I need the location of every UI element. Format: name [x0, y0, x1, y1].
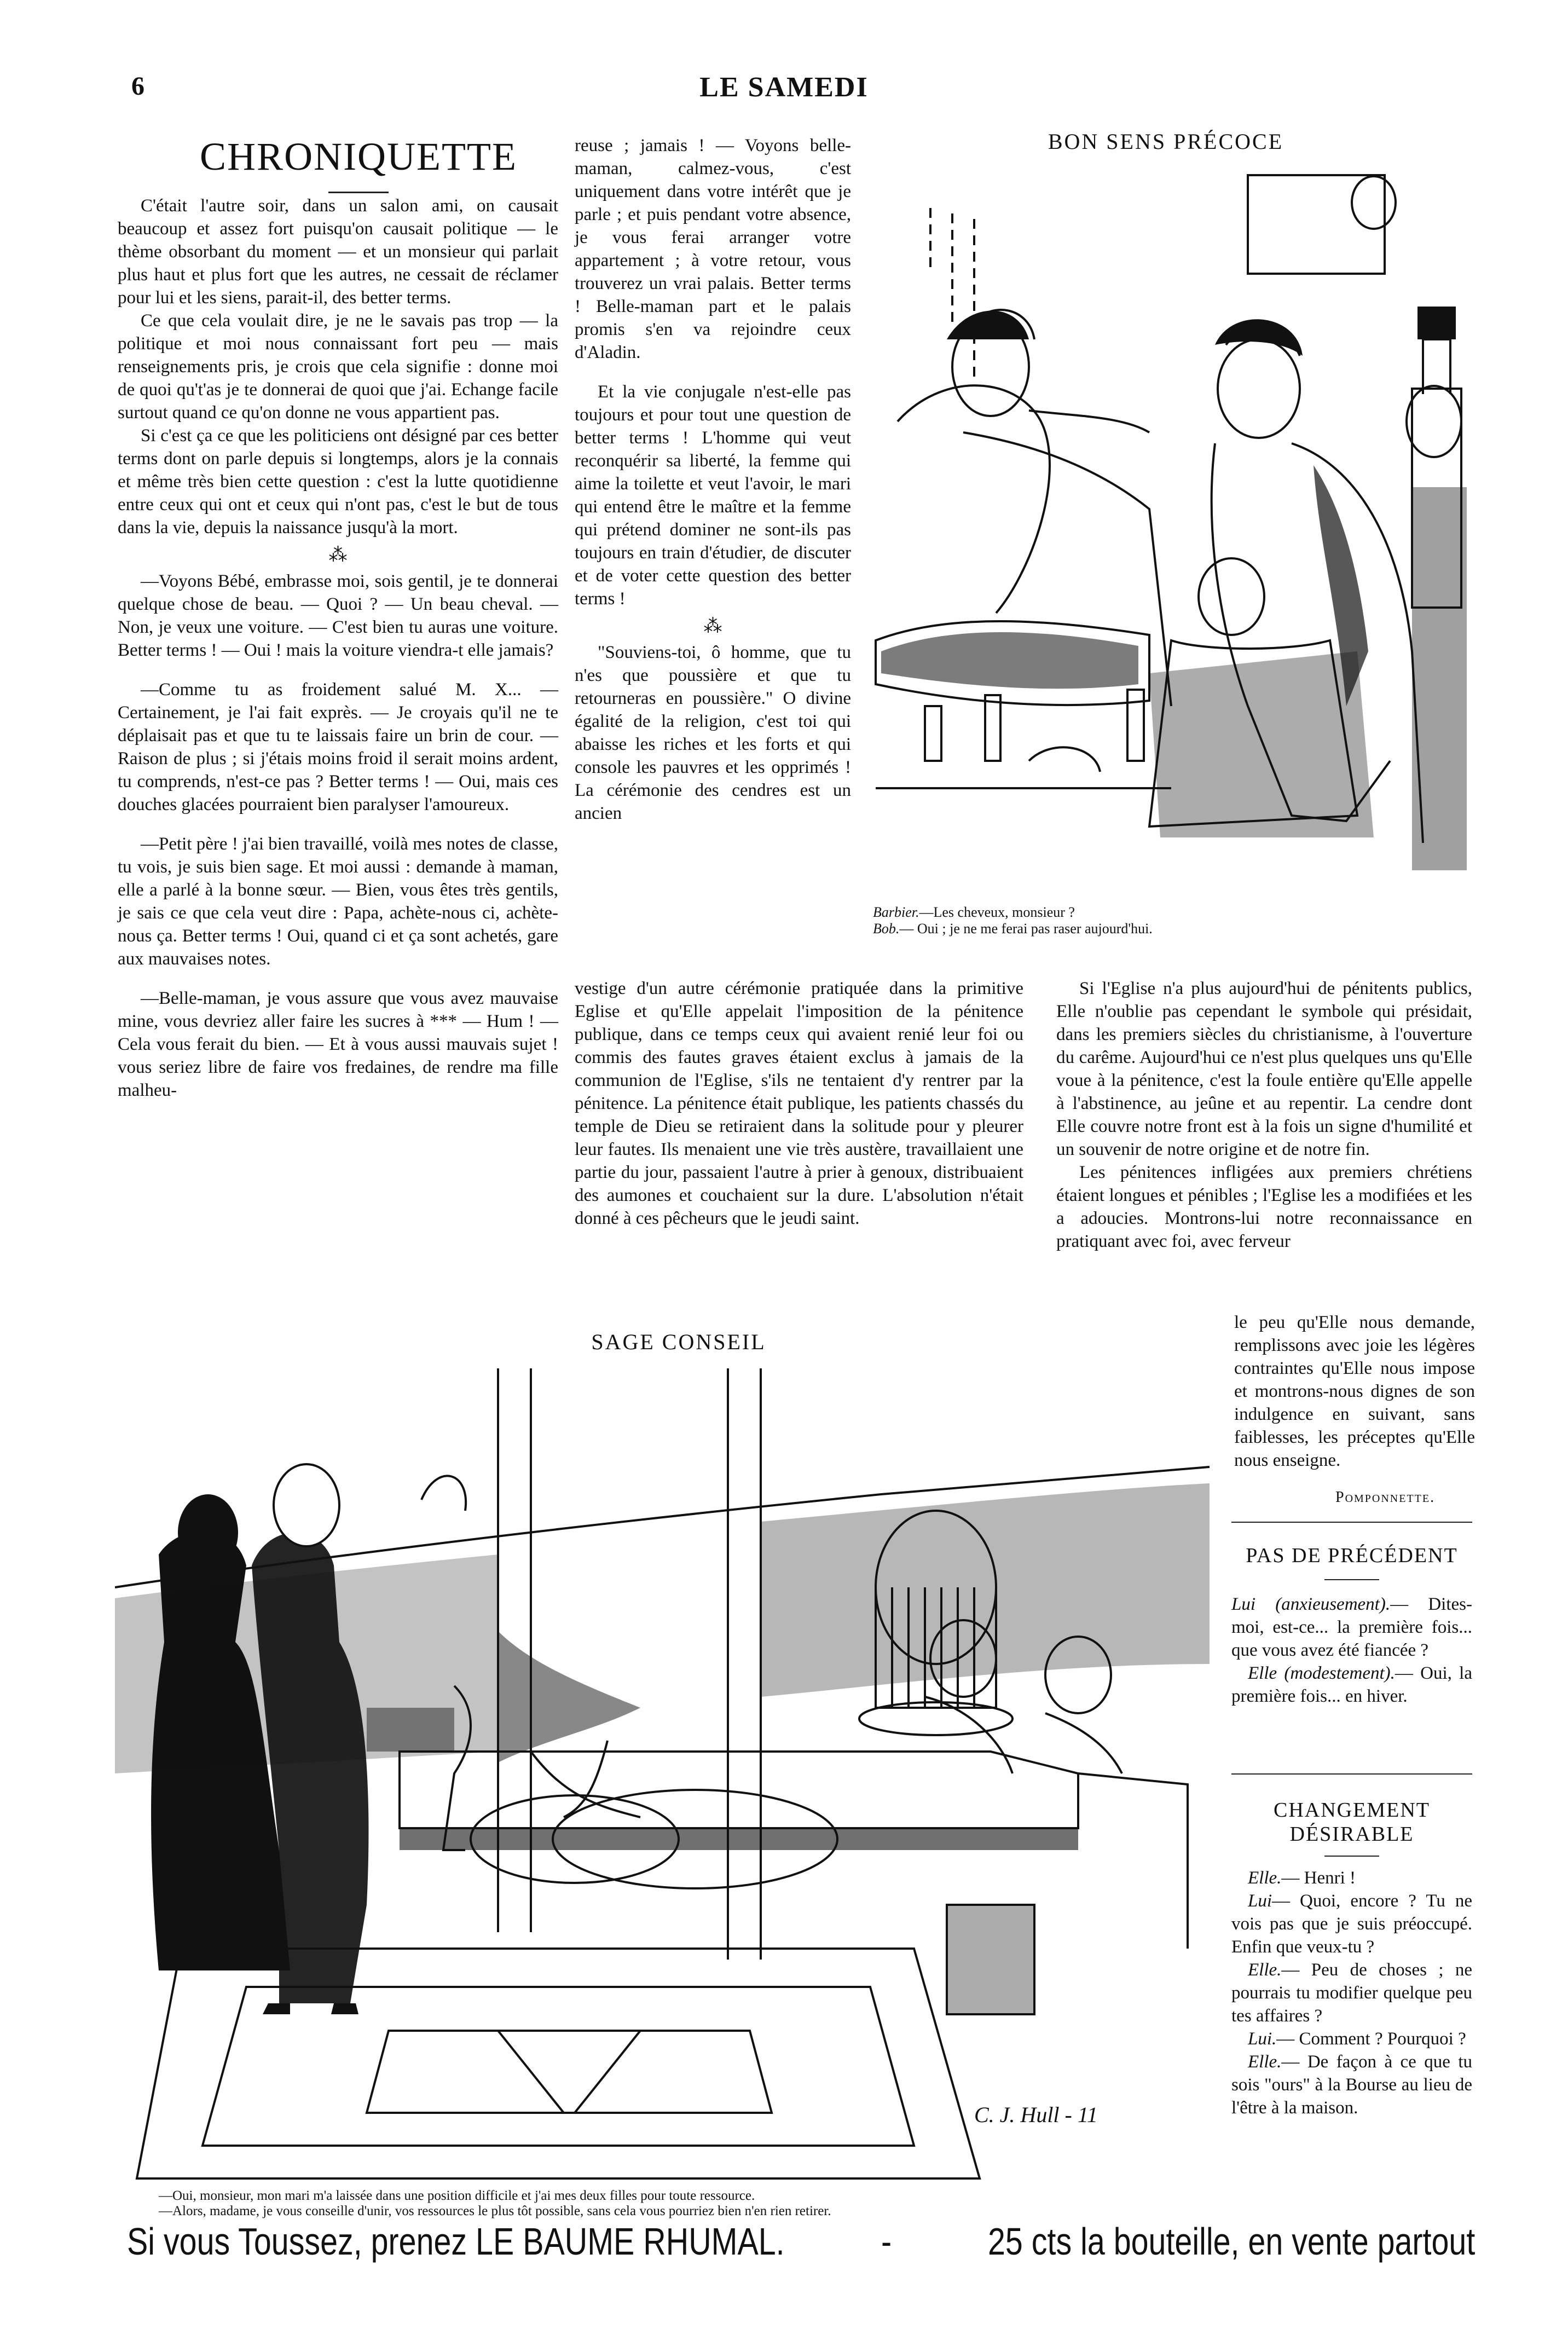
pas-de-precedent-text — [1231, 1593, 1472, 1708]
dialogue-line — [1231, 1958, 1472, 2027]
title-rule — [328, 192, 389, 193]
title-rule — [1324, 1856, 1379, 1857]
advert-right: 25 cts la bouteille, en vente partout — [988, 2220, 1476, 2263]
paragraph: —Voyons Bébé, embrasse moi, sois gentil, je te donnerai quelque chose de beau. — Quoi ? — Un beau cheval. — Non, je veux une voiture. — C'est bien tu auras une voiture. Better terms ! — Oui ! mais la voiture viendra-t elle jamais? — [118, 571, 558, 660]
chroniquette-column-3 — [1056, 977, 1472, 1253]
sage-conseil-caption — [159, 2188, 1199, 2219]
sage-conseil-title: SAGE CONSEIL — [591, 1330, 766, 1354]
speaker: Lui — [1248, 1891, 1272, 1911]
masthead: LE SAMEDI — [699, 72, 869, 103]
speaker: Lui. — [1248, 2029, 1277, 2049]
dialogue-line — [1231, 2027, 1472, 2050]
paragraph: —Petit père ! j'ai bien travaillé, voilà mes notes de classe, tu vois, je suis bien sage. Et moi aussi : demande à maman, elle a parlé à la bonne sœur. — Bien, vous êtes très gentils, je sais ce que cela veut dire : Papa, achète-nous ci, achète-nous ça. Better terms ! Oui, quand ci et ça sont achetés, gare aux mauvaises notes. — [118, 834, 558, 969]
chroniquette-column-1 — [118, 194, 558, 1102]
paragraph: Si l'Eglise n'a plus aujourd'hui de pénitents publics, Elle n'oublie pas cependant le symbole qui présidait, dans les premiers siècles du christianisme, à l'ouverture du carême. Aujourd'hui ce n'est plus quelques uns qu'Elle voue à la pénitence, c'est la foule entière qu'Elle appelle à l'abstinence, au jeûne et au repentir. La cendre dont Elle couvre notre front est à la fois un signe d'humilité et un souvenir de notre origine et de notre fin. — [1056, 979, 1472, 1159]
page-number: 6 — [131, 72, 144, 101]
paragraph: —Belle-maman, je vous assure que vous avez mauvaise mine, vous devriez aller faire les sucres à *** — Hum ! — Cela vous ferait du bien. — Et à vous aussi mauvais sujet ! vous seriez libre de faire vos fredaines, de rendre ma fille malheu- — [118, 989, 558, 1100]
paragraph: Et la vie conjugale n'est-elle pas toujours et pour tout une question de better terms ! L'homme qui veut reconquérir sa liberté, la femme qui aime la toilette et veut l'avoir, le mari qui entend être le maître et la femme qui prétend dominer ne sont-ils pas toujours en train d'étudier, de discuter et de voter cette question des better terms ! — [575, 382, 851, 609]
changement-text — [1231, 1866, 1472, 2119]
paragraph: Les pénitences infligées aux premiers chrétiens étaient longues et pénibles ; l'Eglise les a modifiées et les a adoucies. Montrons-lui notre reconnaissance en pratiquant avec foi, avec ferveur — [1056, 1163, 1472, 1251]
dialogue-line — [1231, 2050, 1472, 2119]
speaker: Elle. — [1248, 2052, 1282, 2072]
caption-line: —Alors, madame, je vous conseille d'unir, vos ressources le plus tôt possible, sans cela vous pourriez bien n'en rien retirer. — [159, 2204, 831, 2218]
speaker: Lui (anxieusement). — [1231, 1594, 1391, 1614]
bon-sens-caption — [873, 904, 1480, 937]
dialogue-text: — Peu de choses ; ne pourrais tu modifier quelque peu tes affaires ? — [1231, 1960, 1472, 2026]
dialogue-text: — De façon à ce que tu sois "ours" à la Bourse au lieu de l'être à la maison. — [1231, 2052, 1472, 2118]
asterism: ⁂ — [703, 616, 722, 637]
paragraph: —Comme tu as froidement salué M. X... — Certainement, je l'ai fait exprès. — Je croyais qu'il ne te déplaisait pas et que tu te laissais faire un brin de cour. — Raison de plus ; si j'étais moins froid il serait moins ardent, tu comprends, n'est-ce pas ? Better terms ! — Oui, mais ces douches glacées pourraient bien paralyser l'amoureux. — [118, 680, 558, 814]
barber-illustration — [865, 159, 1483, 900]
paragraph: "Souviens-toi, ô homme, que tu n'es que poussière et que tu retourneras en poussière." O divine égalité de la religion, c'est toi qui abaisse les riches et les forts et qui console les pauvres et les opprimés ! La cérémonie des cendres est un ancien — [575, 643, 851, 823]
changement-title: CHANGEMENT DÉSIRABLE — [1274, 1799, 1430, 1846]
paragraph: Si c'est ça ce que les politiciens ont désigné par ces better terms dont on parle depuis si longtemps, alors je la connais et même très bien cette question : c'est la lutte quotidienne entre ceux qui ont et ceux qui n'ont pas, c'est le but de tous dans la vie, depuis la naissance jusqu'à la mort. — [118, 426, 558, 538]
caption-speaker: Barbier. — [873, 904, 919, 920]
paragraph: Ce que cela voulait dire, je ne le savais pas trop — la politique et moi nous connaissant fort peu — mais renseignements pris, je crois que cela signifie : donne moi de quoi qu't'as je te donnerai de quoi que j'ai. Echange facile surtout quand ce qu'on donne ne vous appartient pas. — [118, 311, 558, 423]
paragraph: vestige d'un autre cérémonie pratiquée dans la primitive Eglise et qu'Elle appelait l'imposition de la pénitence publique, dans ce temps ceux qui avaient renié leur foi ou commis des fautes graves étaient exclus à jamais de la communion de l'Eglise, s'ils ne tentaient d'y rentrer par la pénitence. La pénitence était publique, les patients chassés du temple de Dieu se retiraient dans la solitude pour y pleurer leur fautes. Ils menaient une vie très austère, travaillaient une partie du jour, passaient l'autre à prier à genoux, distribuaient des aumones et couchaient sur la dure. L'absolution n'était donné à ces pêcheurs que le jeudi saint. — [575, 979, 1023, 1228]
speaker: Elle (modestement). — [1248, 1663, 1395, 1683]
artist-signature: C. J. Hull - 11 — [974, 2102, 1098, 2127]
caption-line — [873, 921, 1480, 937]
caption-speaker: Bob. — [873, 921, 900, 937]
paragraph: reuse ; jamais ! — Voyons belle-maman, calmez-vous, c'est uniquement dans votre intérêt que je parle ; et puis pendant votre absence, je vous ferai arranger votre appartement ; à votre retour, vous trouverez un vrai palais. Better terms ! Belle-maman part et le palais promis s'en va rejoindre ceux d'Aladin. — [575, 136, 851, 362]
advert-separator: - — [881, 2220, 892, 2263]
paragraph: le peu qu'Elle nous demande, remplissons avec joie les légères contraintes qu'Elle nous impose et montrons-nous dignes de son indulgence en suivant, sans faiblesses, les préceptes qu'Elle nous enseigne. — [1234, 1313, 1475, 1470]
chroniquette-column-2-wide — [575, 977, 1023, 1230]
chroniquette-column-2 — [575, 134, 851, 825]
dialogue-line — [1231, 1593, 1472, 1662]
speaker: Elle. — [1248, 1960, 1282, 1980]
bon-sens-title: BON SENS PRÉCOCE — [1048, 129, 1284, 154]
caption-text: — Oui ; je ne me ferai pas raser aujourd'hui. — [899, 921, 1153, 937]
salon-illustration — [115, 1357, 1226, 2181]
chroniquette-title: CHRONIQUETTE — [200, 135, 517, 178]
dialogue-text: — Henri ! — [1281, 1868, 1356, 1888]
author-signature: Pomponnette. — [1335, 1489, 1436, 1506]
dialogue-line — [1231, 1889, 1472, 1958]
dialogue-text: — Quoi, encore ? Tu ne vois pas que je suis préoccupé. Enfin que veux-tu ? — [1231, 1891, 1472, 1957]
section-rule — [1231, 1773, 1472, 1775]
dialogue-line — [1231, 1662, 1472, 1708]
dialogue-line — [1231, 1866, 1472, 1889]
paragraph: C'était l'autre soir, dans un salon ami, on causait beaucoup et assez fort puisqu'on causait politique — le thème obsorbant du moment — et un monsieur qui parlait plus haut et plus fort que les autres, ne cessait de réclamer pour lui et les siens, parait-il, des better terms. — [118, 196, 558, 308]
caption-line — [873, 904, 1480, 921]
dialogue-text: — Dites-moi, est-ce... la première fois... que vous avez été fiancée ? — [1231, 1594, 1472, 1660]
speaker: Elle. — [1248, 1868, 1282, 1888]
dialogue-text: — Comment ? Pourquoi ? — [1276, 2029, 1466, 2049]
asterism: ⁂ — [328, 545, 348, 565]
chroniquette-column-3-narrow — [1234, 1311, 1475, 1472]
section-rule — [1231, 1522, 1472, 1523]
caption-text: —Les cheveux, monsieur ? — [919, 904, 1075, 920]
caption-line: —Oui, monsieur, mon mari m'a laissée dans une position difficile et j'ai mes deux filles pour toute ressource. — [159, 2188, 755, 2203]
dialogue-text: — Oui, la première fois... en hiver. — [1231, 1663, 1472, 1706]
advert-left: Si vous Toussez, prenez LE BAUME RHUMAL. — [127, 2220, 785, 2263]
pas-de-precedent-title: PAS DE PRÉCÉDENT — [1246, 1544, 1458, 1567]
title-rule — [1324, 1579, 1379, 1580]
